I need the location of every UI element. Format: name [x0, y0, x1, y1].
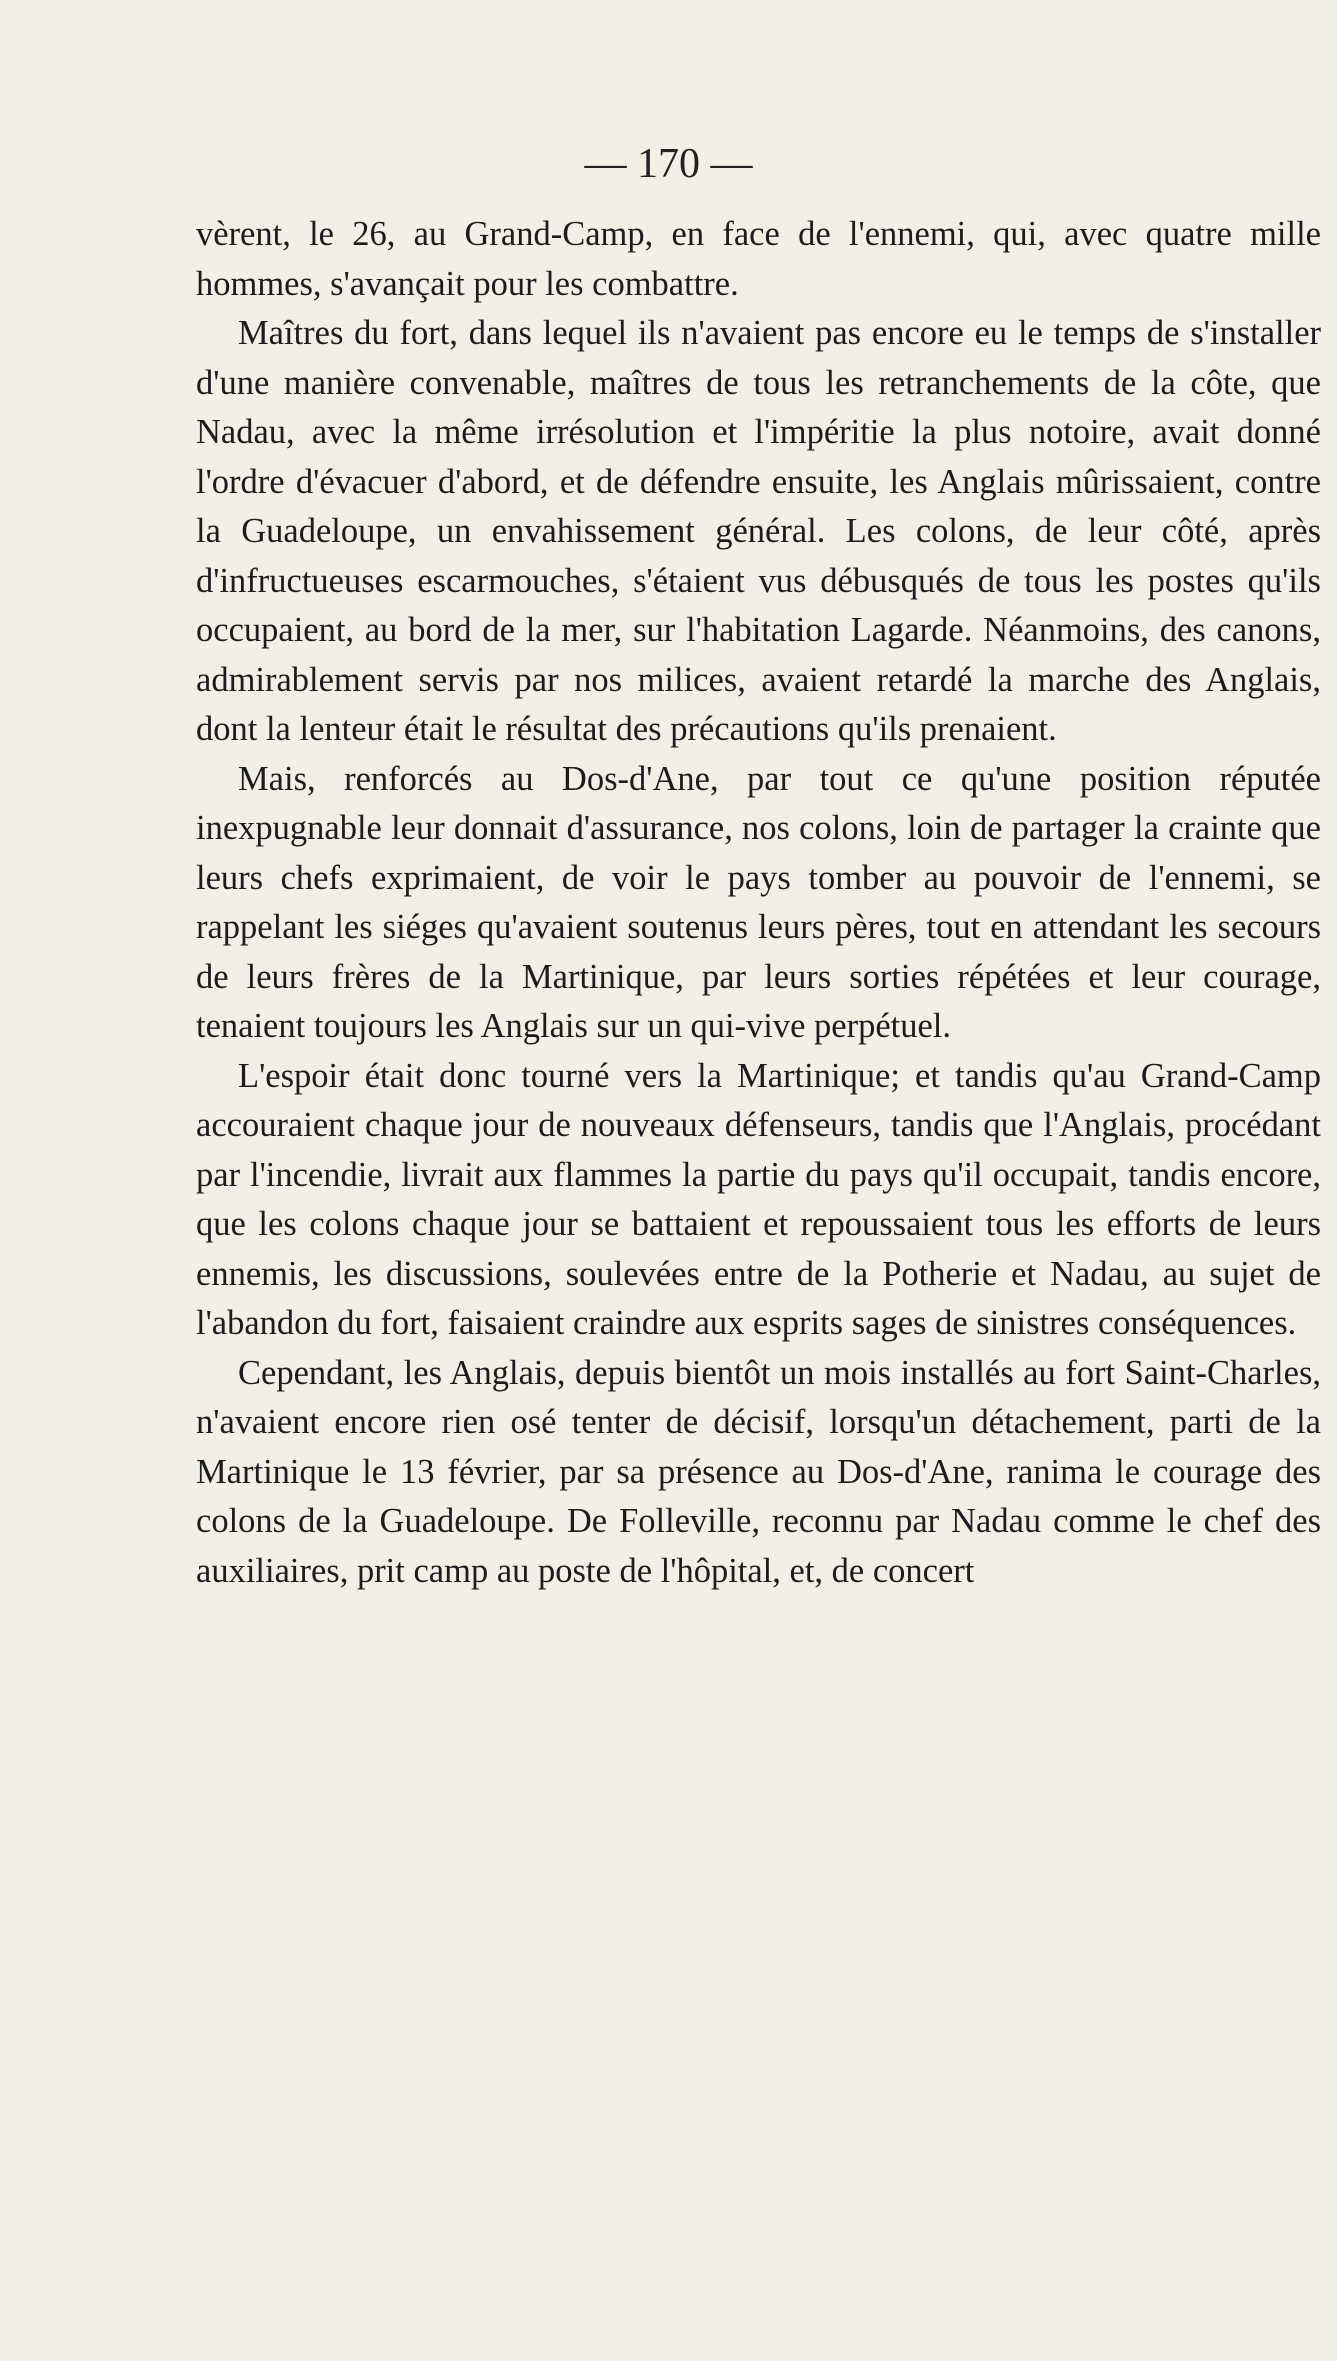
body-text — [196, 210, 1321, 1596]
paragraph-4: L'espoir était donc tourné vers la Martinique; et tandis qu'au Grand-Camp accouraient chaque jour de nouveaux défenseurs, tandis que l'Anglais, procédant par l'incendie, livrait aux flammes la partie du pays qu'il occupait, tandis encore, que les colons chaque jour se battaient et repoussaient tous les efforts de leurs ennemis, les discussions, soulevées entre de la Potherie et Nadau, au sujet de l'abandon du fort, faisaient craindre aux esprits sages de sinistres conséquences. — [196, 1056, 1321, 1342]
page-number: — 170 — — [584, 141, 753, 187]
paragraph-5: Cependant, les Anglais, depuis bientôt un mois installés au fort Saint-Charles, n'avaient encore rien osé tenter de décisif, lorsqu'un détachement, parti de la Martinique le 13 février, par sa présence au Dos-d'Ane, ranima le courage des colons de la Guadeloupe. De Folleville, reconnu par Nadau comme le chef des auxiliaires, prit camp au poste de l'hôpital, et, de concert — [196, 1353, 1321, 1590]
paragraph-3: Mais, renforcés au Dos-d'Ane, par tout ce qu'une position réputée inexpugnable leur donnait d'assurance, nos colons, loin de partager la crainte que leurs chefs exprimaient, de voir le pays tomber au pouvoir de l'ennemi, se rappelant les siéges qu'avaient soutenus leurs pères, tout en attendant les secours de leurs frères de la Martinique, par leurs sorties répétées et leur courage, tenaient toujours les Anglais sur un qui-vive perpétuel. — [196, 759, 1321, 1045]
paragraph-1: vèrent, le 26, au Grand-Camp, en face de l'ennemi, qui, avec quatre mille hommes, s'avançait pour les combattre. — [196, 215, 1321, 303]
paragraph-2: Maîtres du fort, dans lequel ils n'avaient pas encore eu le temps de s'installer d'une manière convenable, maîtres de tous les retranchements de la côte, que Nadau, avec la même irrésolution et l'impéritie la plus notoire, avait donné l'ordre d'évacuer d'abord, et de défendre ensuite, les Anglais mûrissaient, contre la Guadeloupe, un envahissement général. Les colons, de leur côté, après d'infructueuses escarmouches, s'étaient vus débusqués de tous les postes qu'ils occupaient, au bord de la mer, sur l'habitation Lagarde. Néanmoins, des canons, admirablement servis par nos milices, avaient retardé la marche des Anglais, dont la lenteur était le résultat des précautions qu'ils prenaient. — [196, 314, 1321, 748]
